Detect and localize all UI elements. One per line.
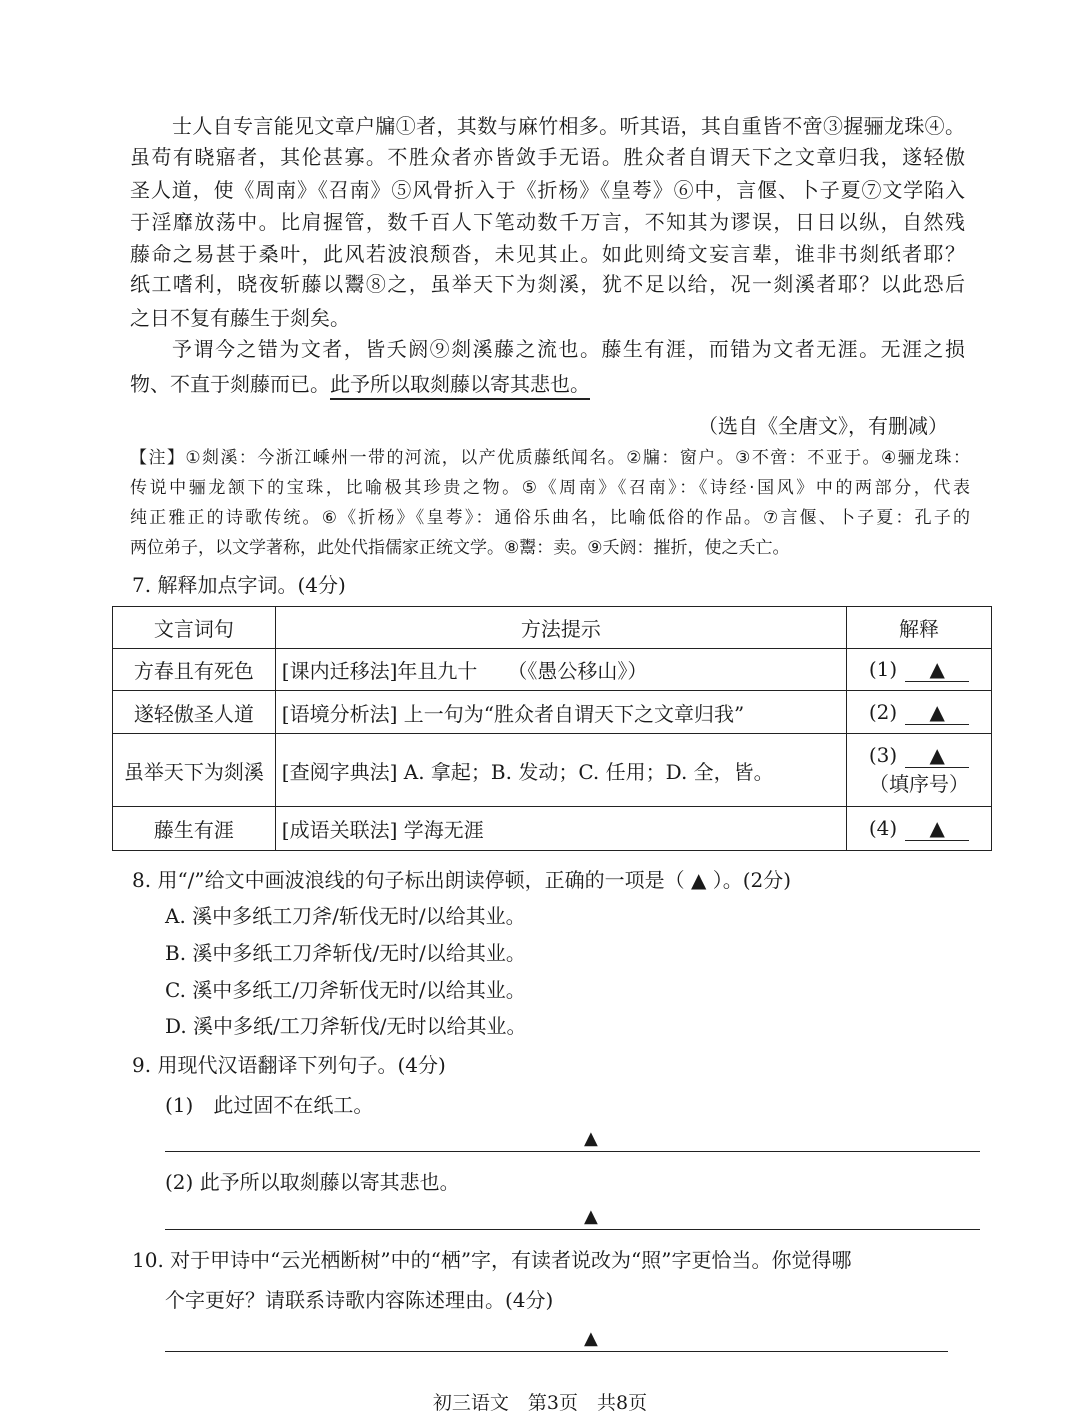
note-line: 纯正雅正的诗歌传统。⑥《折杨》《皇荂》：通俗乐曲名，比喻低俗的作品。⑦言偃、卜子夏：孔子的: [130, 508, 970, 528]
question-10-line-1: 10. 对于甲诗中“云光栖断树”中的“栖”字，有读者说改为“照”字更恰当。你觉得哪: [132, 1248, 852, 1272]
option-a[interactable]: A. 溪中多纸工刀斧/斩伐无时/以给其业。: [165, 904, 526, 928]
answer-num: (1): [868, 657, 898, 681]
passage-text: 物、不直于剡藤而已。: [130, 372, 330, 396]
answer-line[interactable]: [165, 1151, 980, 1152]
phrase-cell: 遂轻傲圣人道: [113, 691, 276, 734]
answer-blank[interactable]: ▲: [905, 743, 969, 768]
answer-blank[interactable]: ▲: [905, 657, 969, 682]
answer-blank[interactable]: ▲: [905, 816, 969, 841]
passage-line: [130, 370, 965, 398]
answer-line[interactable]: [165, 1229, 980, 1230]
table-row: [113, 807, 992, 851]
question-9-title: 9. 用现代汉语翻译下列句子。(4分): [132, 1053, 446, 1077]
source-citation: （选自《全唐文》，有删减）: [698, 414, 948, 438]
passage-line: 藤命之易甚于桑叶，此风若波浪颓沓，未见其止。如此则绮文妄言辈，谁非书剡纸者耶？: [130, 242, 965, 266]
answer-marker-icon: ▲: [584, 1128, 598, 1149]
passage-line: 纸工嗜利，晓夜斩藤以鬻⑧之，虽举天下为剡溪，犹不足以给，况一剡溪者耶？以此恐后: [130, 272, 965, 296]
question-8-title: 8. 用“/”给文中画波浪线的句子标出朗读停顿，正确的一项是（ ▲ ）。(2分): [132, 868, 792, 892]
answer-marker-icon: ▲: [584, 1328, 598, 1349]
passage-line: 予谓今之错为文者，皆夭阏⑨剡溪藤之流也。藤生有涯，而错为文者无涯。无涯之损: [172, 337, 965, 361]
table-row: [113, 649, 992, 691]
answer-cell[interactable]: [847, 691, 992, 734]
header-phrase: 文言词句: [113, 607, 276, 649]
phrase-cell: 方春且有死色: [113, 649, 276, 691]
page-footer: 初三语文 第3页 共8页: [432, 1392, 648, 1414]
header-answer: 解释: [847, 607, 992, 649]
answer-num: (3): [868, 743, 898, 767]
answer-line[interactable]: [165, 1351, 948, 1352]
question-7-table: [112, 606, 992, 851]
answer-cell[interactable]: [847, 649, 992, 691]
passage-line: 于淫靡放荡中。比肩握管，数千百人下笔动数千万言，不知其为谬误，日日以纵，自然残: [130, 210, 965, 234]
phrase-cell: 藤生有涯: [113, 807, 276, 851]
hint-cell: [语境分析法] 上一句为“胜众者自谓天下之文章归我”: [275, 691, 846, 734]
answer-cell[interactable]: [847, 807, 992, 851]
underlined-sentence: 此予所以取剡藤以寄其悲也。: [330, 372, 590, 400]
note-line: 【注】①剡溪：今浙江嵊州一带的河流，以产优质藤纸闻名。②牖：窗户。③不啻：不亚于。④骊龙珠：: [130, 448, 970, 468]
question-9-sentence-2: (2) 此予所以取剡藤以寄其悲也。: [165, 1170, 460, 1194]
hint-cell: [查阅字典法] A. 拿起；B. 发动；C. 任用；D. 全，皆。: [275, 734, 846, 807]
answer-marker-icon: ▲: [584, 1206, 598, 1227]
option-c[interactable]: C. 溪中多纸工/刀斧斩伐无时/以给其业。: [165, 978, 526, 1002]
phrase-cell: 虽举天下为剡溪: [113, 734, 276, 807]
answer-blank[interactable]: ▲: [905, 700, 969, 725]
question-9-sentence-1: (1) 此过固不在纸工。: [165, 1093, 374, 1117]
note-line: 两位弟子，以文学著称，此处代指儒家正统文学。⑧鬻：卖。⑨夭阏：摧折，使之夭亡。: [130, 538, 790, 558]
passage-line: 虽苟有晓寤者，其伦甚寡。不胜众者亦皆敛手无语。胜众者自谓天下之文章归我，遂轻傲: [130, 145, 965, 169]
note-line: 传说中骊龙颔下的宝珠，比喻极其珍贵之物。⑤《周南》《召南》：《诗经·国风》中的两部分，代表: [130, 478, 970, 498]
table-row: [113, 734, 992, 807]
question-7-title: 7. 解释加点字词。(4分): [132, 573, 346, 597]
option-b[interactable]: B. 溪中多纸工刀斧斩伐/无时/以给其业。: [165, 941, 526, 965]
passage-line: 之日不复有藤生于剡矣。: [130, 306, 350, 330]
hint-cell: [课内迁移法]年且九十 （《愚公移山》）: [275, 649, 846, 691]
passage-line: 士人自专言能见文章户牖①者，其数与麻竹相多。听其语，其自重皆不啻③握骊龙珠④。: [172, 114, 965, 138]
question-10-line-2: 个字更好？请联系诗歌内容陈述理由。(4分): [165, 1288, 554, 1312]
option-d[interactable]: D. 溪中多纸/工刀斧斩伐/无时以给其业。: [165, 1014, 527, 1038]
answer-note: （填序号）: [869, 772, 970, 796]
answer-num: (2): [868, 699, 898, 724]
hint-cell: [成语关联法] 学海无涯: [275, 807, 846, 851]
answer-cell[interactable]: [847, 734, 992, 807]
answer-num: (4): [868, 816, 898, 840]
table-row: [113, 691, 992, 734]
header-hint: 方法提示: [275, 607, 846, 649]
passage-line: 圣人道，使《周南》《召南》⑤风骨折入于《折杨》《皇荂》⑥中，言偃、卜子夏⑦文学陷入: [130, 178, 965, 202]
